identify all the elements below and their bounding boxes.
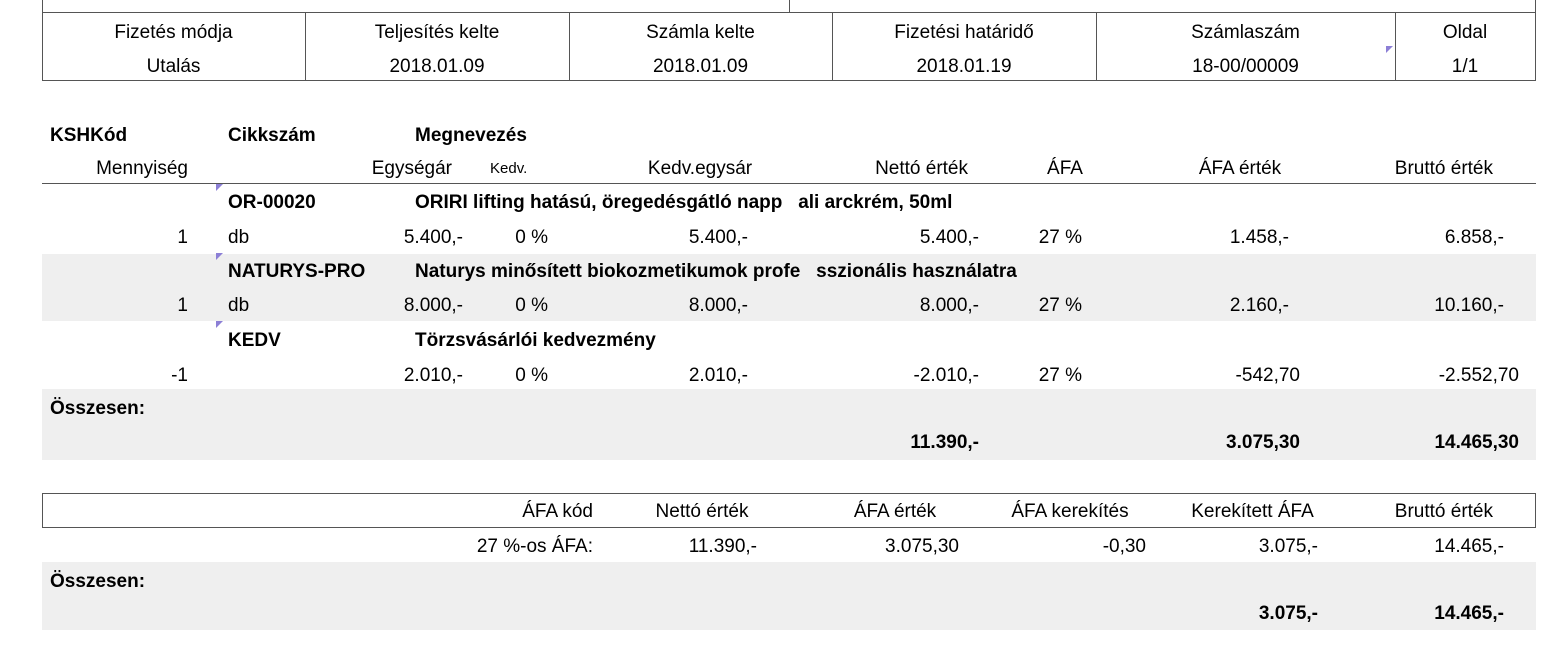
- item-name: ORIRI lifting hatású, öregedésgátló napp ali arckrém, 50ml: [415, 192, 953, 213]
- items-total-gross: 14.465,30: [1434, 432, 1519, 453]
- vat-col-rounding: ÁFA kerekítés: [1011, 501, 1129, 522]
- header-due-date-value: 2018.01.19: [916, 56, 1012, 77]
- header-payment-method-value: Utalás: [146, 56, 201, 77]
- col-ksh-code: KSHKód: [50, 125, 128, 146]
- item-price: 8.000,-: [403, 295, 463, 316]
- col-item-number: Cikkszám: [228, 125, 316, 146]
- top-box-right-border: [1535, 0, 1536, 12]
- item-net: -2.010,-: [913, 365, 979, 386]
- item-qty: 1: [177, 227, 188, 248]
- item-discount: 0 %: [515, 295, 548, 316]
- header-invoice-number-label: Számlaszám: [1191, 22, 1300, 43]
- item-gross: 10.160,-: [1434, 295, 1504, 316]
- item-vat-value: 2.160,-: [1229, 295, 1289, 316]
- col-unit-price: Egységár: [371, 158, 452, 179]
- vat-row-vat-value: 3.075,30: [885, 536, 959, 557]
- col-quantity: Mennyiség: [96, 158, 188, 179]
- vat-row-rounding: -0,30: [1102, 536, 1146, 557]
- item-qty: -1: [171, 365, 188, 386]
- item-gross: 6.858,-: [1444, 227, 1504, 248]
- header-payment-method-label: Fizetés módja: [114, 22, 233, 43]
- items-total-vat-value: 3.075,30: [1226, 432, 1300, 453]
- item-name: Naturys minősített biokozmetikumok profe sszionális használatra: [415, 261, 1017, 282]
- top-box-mid-border: [789, 0, 790, 12]
- vat-total-rounded-vat: 3.075,-: [1258, 603, 1318, 624]
- vat-col-rounded-vat: Kerekített ÁFA: [1191, 501, 1314, 522]
- item-vat-value: 1.458,-: [1229, 227, 1289, 248]
- item-code: OR-00020: [228, 192, 316, 213]
- vat-row-net: 11.390,-: [688, 536, 757, 557]
- vat-row-code: 27 %-os ÁFA:: [476, 536, 593, 557]
- items-total-label: Összesen:: [50, 398, 146, 419]
- col-discounted-price: Kedv.egysár: [647, 158, 753, 179]
- items-total-net: 11.390,-: [910, 432, 979, 453]
- item-vat: 27 %: [1038, 227, 1082, 248]
- item-vat-value: -542,70: [1235, 365, 1300, 386]
- vat-row-gross: 14.465,-: [1434, 536, 1504, 557]
- item-gross: -2.552,70: [1438, 365, 1519, 386]
- header-fulfilment-date-label: Teljesítés kelte: [374, 22, 500, 43]
- vat-col-gross: Bruttó érték: [1394, 501, 1493, 522]
- comment-marker-icon: [216, 253, 223, 260]
- vat-total-label: Összesen:: [50, 571, 146, 592]
- item-price: 2.010,-: [403, 365, 463, 386]
- item-net: 5.400,-: [919, 227, 979, 248]
- header-fulfilment-date-value: 2018.01.09: [389, 56, 485, 77]
- item-vat: 27 %: [1038, 295, 1082, 316]
- top-box-left-border: [42, 0, 43, 12]
- header-invoice-date-label: Számla kelte: [646, 22, 755, 43]
- col-description: Megnevezés: [415, 125, 527, 146]
- vat-row-rounded-vat: 3.075,-: [1258, 536, 1318, 557]
- item-unit: db: [228, 227, 250, 248]
- comment-marker-icon: [1386, 46, 1393, 53]
- item-discounted-price: 5.400,-: [688, 227, 748, 248]
- item-price: 5.400,-: [403, 227, 463, 248]
- header-page-label: Oldal: [1442, 22, 1488, 43]
- vat-col-vat-value: ÁFA érték: [853, 501, 937, 522]
- item-net: 8.000,-: [919, 295, 979, 316]
- vat-total-gross: 14.465,-: [1434, 603, 1504, 624]
- comment-marker-icon: [216, 321, 223, 328]
- item-code: KEDV: [228, 330, 281, 351]
- item-discount: 0 %: [515, 227, 548, 248]
- vat-col-net: Nettó érték: [655, 501, 749, 522]
- vat-col-code: ÁFA kód: [522, 501, 593, 522]
- header-page-value: 1/1: [1451, 56, 1479, 77]
- header-due-date-label: Fizetési határidő: [894, 22, 1034, 43]
- header-invoice-date-value: 2018.01.09: [652, 56, 749, 77]
- item-name: Törzsvásárlói kedvezmény: [415, 330, 656, 351]
- col-discount: Kedv.: [490, 160, 528, 177]
- col-vat-value: ÁFA érték: [1198, 158, 1282, 179]
- item-vat: 27 %: [1038, 365, 1082, 386]
- header-invoice-number-value: 18-00/00009: [1192, 56, 1299, 77]
- col-net-value: Nettó érték: [875, 158, 968, 179]
- item-discounted-price: 2.010,-: [688, 365, 748, 386]
- item-unit: db: [228, 295, 250, 316]
- item-discount: 0 %: [515, 365, 548, 386]
- col-vat: ÁFA: [1047, 158, 1083, 179]
- item-qty: 1: [177, 295, 188, 316]
- items-header-underline: [42, 183, 1536, 184]
- items-total-band: [42, 389, 1536, 460]
- item-code: NATURYS-PRO: [228, 261, 366, 282]
- comment-marker-icon: [216, 184, 223, 191]
- item-discounted-price: 8.000,-: [688, 295, 748, 316]
- col-gross-value: Bruttó érték: [1394, 158, 1493, 179]
